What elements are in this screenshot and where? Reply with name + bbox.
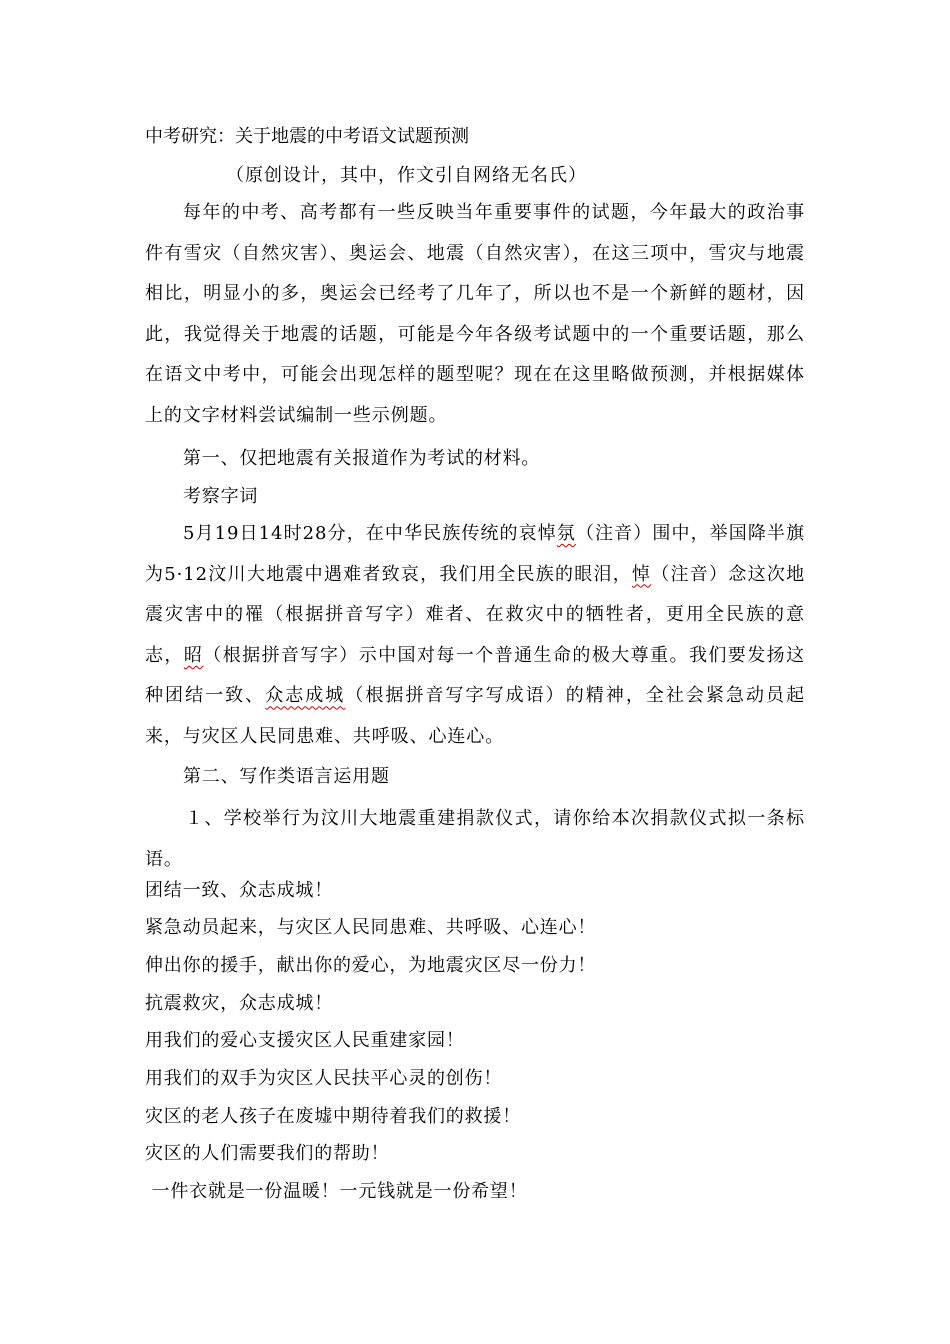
question-1: １、学校举行为汶川大地震重建捐款仪式，请你给本次捐款仪式拟一条标语。: [145, 808, 805, 870]
passage-text: （注音）围中，举国降半旗为5·12汶川大地震中遇难者致哀，我们用全民族的眼泪，: [145, 523, 805, 585]
section-heading-2: 第二、写作类语言运用题: [183, 766, 390, 787]
exam-passage: [145, 514, 805, 758]
slogan-line: 抗震救灾，众志成城！: [145, 993, 333, 1014]
passage-text: （注音）念这次地震灾害中的罹（根据拼音写字）难者、在救灾中的牺牲者，更用全民族的意志，: [145, 563, 805, 666]
slogan-line: 灾区的老人孩子在废墟中期待着我们的救援！: [145, 1106, 521, 1127]
slogan-line: 灾区的人们需要我们的帮助！: [145, 1143, 390, 1164]
slogan-line: 用我们的爱心支援灾区人民重建家园！: [145, 1030, 465, 1051]
slogan-line: 用我们的双手为灾区人民扶平心灵的创伤！: [145, 1068, 503, 1089]
section-heading-1: 第一、仅把地震有关报道作为考试的材料。: [183, 448, 541, 469]
passage-text: （根据拼音写字）示中国对每一个普通生命的极大尊重。我们要发扬这种团结一致、: [145, 644, 805, 707]
slogan-line: 伸出你的援手，献出你的爱心，为地震灾区尽一份力！: [145, 955, 597, 976]
underlined-word: 昭: [183, 644, 204, 666]
intro-paragraph: 每年的中考、高考都有一些反映当年重要事件的试题，今年最大的政治事件有雪灾（自然灾害）、奥运会、地震（自然灾害），在这三项中，雪灾与地震相比，明显小的多，奥运会已经考了几年了，所以也不是一个新鲜的题材，因此，我觉得关于地震的话题，可能是今年各级考试题中的一个重要话题，那么在语文中考中，可能会出现怎样的题型呢？现在在这里略做预测，并根据媒体上的文字材料尝试编制一些示例题。: [145, 202, 805, 426]
passage-text: （根据拼音写字写成语）的精神，全社会紧急动员起来，与灾区人民同患难、共呼吸、心连心。: [145, 685, 805, 747]
slogan-line: 紧急动员起来，与灾区人民同患难、共呼吸、心连心！: [145, 917, 597, 938]
document-subtitle: （原创设计，其中，作文引自网络无名氏）: [226, 165, 587, 186]
underlined-word: 悼: [632, 563, 652, 585]
slogan-line: 团结一致、众志成城！: [145, 880, 333, 901]
document-title: 中考研究：关于地震的中考语文试题预测: [145, 126, 469, 147]
section-subheading: 考察字词: [183, 486, 259, 507]
slogan-line: 一件衣就是一份温暖！一元钱就是一份希望！: [145, 1181, 528, 1202]
underlined-word: 氛: [556, 523, 576, 544]
passage-text: 5月19日14时28分，在中华民族传统的哀悼: [183, 523, 557, 544]
underlined-word: 众志成城: [265, 685, 346, 707]
